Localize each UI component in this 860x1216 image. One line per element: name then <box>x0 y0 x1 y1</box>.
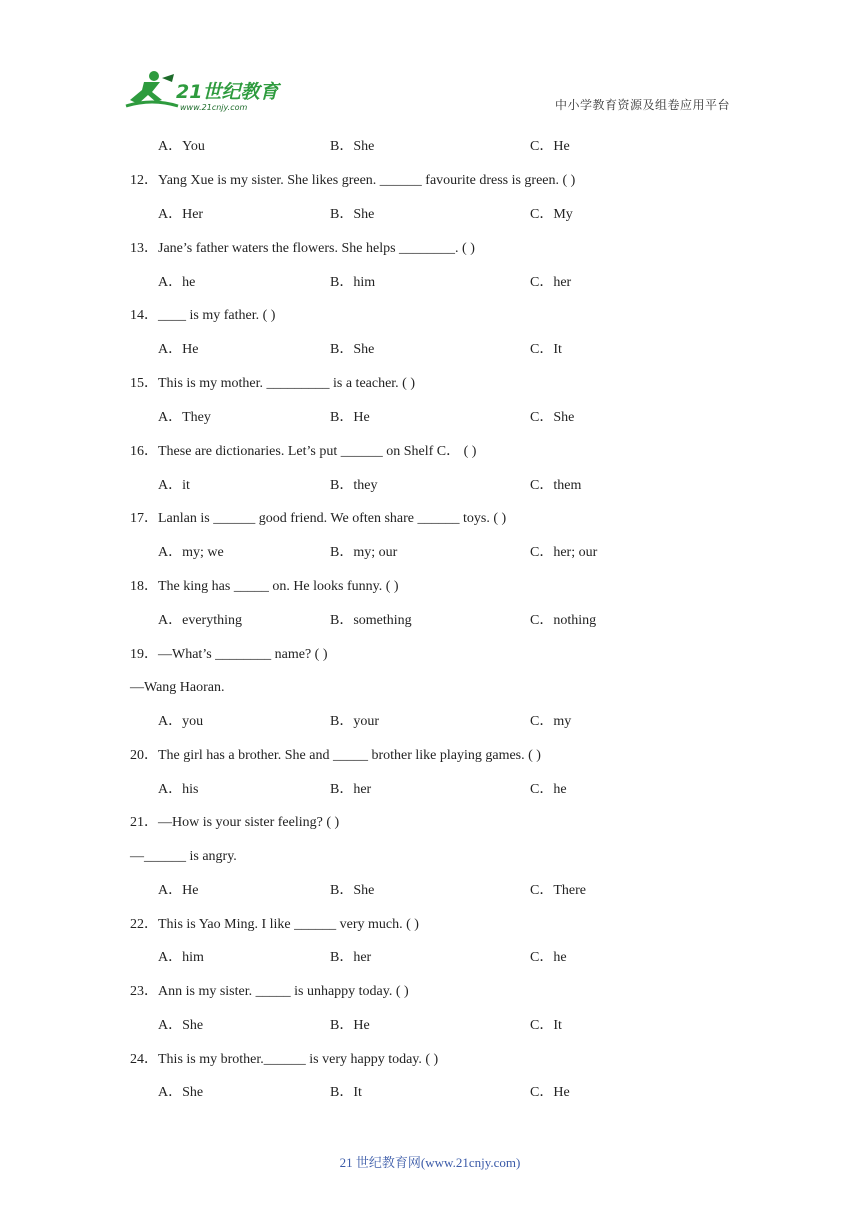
option-b: B．her <box>330 950 372 965</box>
options-row <box>0 337 860 363</box>
option-c: C．It <box>530 342 562 357</box>
options-row <box>0 202 860 228</box>
site-slogan: 中小学教育资源及组卷应用平台 <box>554 98 730 112</box>
option-a: A．They <box>158 410 211 425</box>
option-b: B．your <box>330 714 379 729</box>
option-c: C．He <box>530 1085 570 1100</box>
option-a: A．Her <box>158 207 204 222</box>
options-row <box>0 473 860 499</box>
option-b: B．they <box>330 478 378 493</box>
options-row <box>0 945 860 971</box>
option-b: B．my; our <box>330 545 398 560</box>
option-a: A．He <box>158 342 199 357</box>
option-b: B．She <box>330 342 375 357</box>
option-a: A．She <box>158 1085 204 1100</box>
question-18: 18．The king has _____ on. He looks funny. ( ) <box>130 579 399 594</box>
logo-url: www.21cnjy.com <box>180 103 248 112</box>
dialogue-reply: —______ is angry. <box>130 849 237 864</box>
logo-text: 21世纪教育 <box>176 81 279 103</box>
options-row <box>0 878 860 904</box>
option-a: A．You <box>158 139 205 154</box>
option-c: C．her <box>530 275 572 290</box>
option-b: B．She <box>330 883 375 898</box>
option-a: A．he <box>158 275 196 290</box>
option-b: B．He <box>330 1018 370 1033</box>
question-23: 23．Ann is my sister. _____ is unhappy today. ( ) <box>130 984 409 999</box>
options-row <box>0 270 860 296</box>
option-c: C．She <box>530 410 575 425</box>
question-19: 19．—What’s ________ name? ( ) <box>130 647 328 662</box>
options-row <box>0 540 860 566</box>
option-c: C．He <box>530 139 570 154</box>
option-c: C．There <box>530 883 586 898</box>
option-a: A．He <box>158 883 199 898</box>
page-footer: 21 世纪教育网(www.21cnjy.com) <box>339 1155 521 1170</box>
option-c: C．My <box>530 207 573 222</box>
option-c: C．he <box>530 950 567 965</box>
option-b: B．He <box>330 410 370 425</box>
option-b: B．It <box>330 1085 362 1100</box>
option-c: C．nothing <box>530 613 597 628</box>
options-row <box>0 134 860 160</box>
question-13: 13．Jane’s father waters the flowers. She helps ________. ( ) <box>130 241 475 256</box>
question-15: 15．This is my mother. _________ is a teacher. ( ) <box>130 376 416 391</box>
options-row <box>0 709 860 735</box>
option-c: C．he <box>530 782 567 797</box>
option-a: A．you <box>158 714 204 729</box>
option-a: A．his <box>158 782 199 797</box>
page-header <box>0 0 860 128</box>
options-row <box>0 608 860 634</box>
option-a: A．everything <box>158 613 242 628</box>
question-17: 17．Lanlan is ______ good friend. We often share ______ toys. ( ) <box>130 511 507 526</box>
option-b: B．something <box>330 613 412 628</box>
question-22: 22．This is Yao Ming. I like ______ very much. ( ) <box>130 917 419 932</box>
option-b: B．She <box>330 207 375 222</box>
option-c: C．It <box>530 1018 562 1033</box>
question-12: 12．Yang Xue is my sister. She likes green. ______ favourite dress is green. ( ) <box>130 173 576 188</box>
question-20: 20．The girl has a brother. She and _____ brother like playing games. ( ) <box>130 748 541 763</box>
question-21: 21．—How is your sister feeling? ( ) <box>130 815 340 830</box>
logo-21cnjy <box>122 68 292 116</box>
running-figure-icon <box>126 71 178 106</box>
option-c: C．them <box>530 478 582 493</box>
option-b: B．him <box>330 275 376 290</box>
options-row <box>0 1013 860 1039</box>
option-c: C．her; our <box>530 545 598 560</box>
options-row <box>0 777 860 803</box>
options-row <box>0 405 860 431</box>
option-a: A．She <box>158 1018 204 1033</box>
option-a: A．it <box>158 478 190 493</box>
question-16: 16．These are dictionaries. Let’s put ______ on Shelf C． ( ) <box>130 444 477 459</box>
question-24: 24．This is my brother.______ is very happy today. ( ) <box>130 1052 439 1067</box>
options-row <box>0 1080 860 1106</box>
option-b: B．She <box>330 139 375 154</box>
option-a: A．my; we <box>158 545 224 560</box>
question-14: 14．____ is my father. ( ) <box>130 308 276 323</box>
dialogue-reply: —Wang Haoran. <box>130 680 225 695</box>
option-c: C．my <box>530 714 572 729</box>
option-a: A．him <box>158 950 204 965</box>
option-b: B．her <box>330 782 372 797</box>
